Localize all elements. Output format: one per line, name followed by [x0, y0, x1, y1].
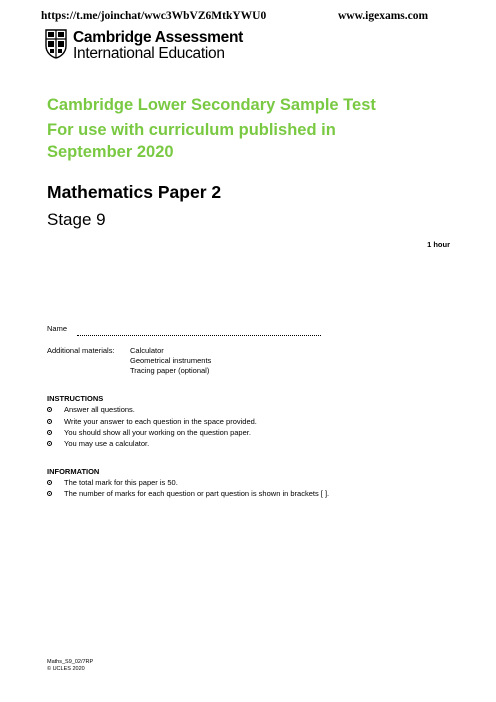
bullet-icon: [47, 441, 52, 446]
name-field[interactable]: [77, 335, 321, 336]
logo-line-1: Cambridge Assessment: [73, 29, 244, 46]
bullet-icon: [47, 491, 52, 496]
test-title-line-1: Cambridge Lower Secondary Sample Test: [47, 96, 376, 114]
instruction-text: You may use a calculator.: [64, 439, 150, 448]
information-text: The number of marks for each question or part question is shown in brackets [ ].: [64, 489, 330, 498]
materials-label: Additional materials:: [47, 346, 115, 355]
bullet-icon: [47, 419, 52, 424]
instruction-text: Answer all questions.: [64, 405, 135, 414]
cambridge-crest-icon: [45, 29, 67, 59]
logo-line-2: International Education: [73, 45, 225, 62]
instruction-text: You should show all your working on the question paper.: [64, 428, 251, 437]
instructions-heading: INSTRUCTIONS: [47, 394, 104, 403]
stage-label: Stage 9: [47, 210, 106, 229]
test-title-line-2: For use with curriculum published in: [47, 121, 336, 139]
paper-title: Mathematics Paper 2: [47, 182, 222, 202]
bullet-icon: [47, 407, 52, 412]
website-link[interactable]: www.igexams.com: [338, 10, 429, 22]
bullet-icon: [47, 430, 52, 435]
cambridge-logo: [45, 29, 245, 63]
material-item: Calculator: [130, 346, 164, 355]
name-label: Name: [47, 324, 68, 333]
duration-label: 1 hour: [427, 240, 450, 249]
bullet-icon: [47, 480, 52, 485]
information-text: The total mark for this paper is 50.: [64, 478, 178, 487]
material-item: Geometrical instruments: [130, 356, 212, 365]
instruction-text: Write your answer to each question in the space provided.: [64, 417, 257, 426]
information-heading: INFORMATION: [47, 467, 100, 476]
telegram-link[interactable]: https://t.me/joinchat/wwc3WbVZ6MtkYWU0: [41, 10, 267, 22]
copyright: © UCLES 2020: [47, 666, 85, 672]
test-title-line-3: September 2020: [47, 143, 174, 161]
material-item: Tracing paper (optional): [130, 366, 210, 375]
paper-code: Maths_S9_02/7RP: [47, 659, 94, 665]
